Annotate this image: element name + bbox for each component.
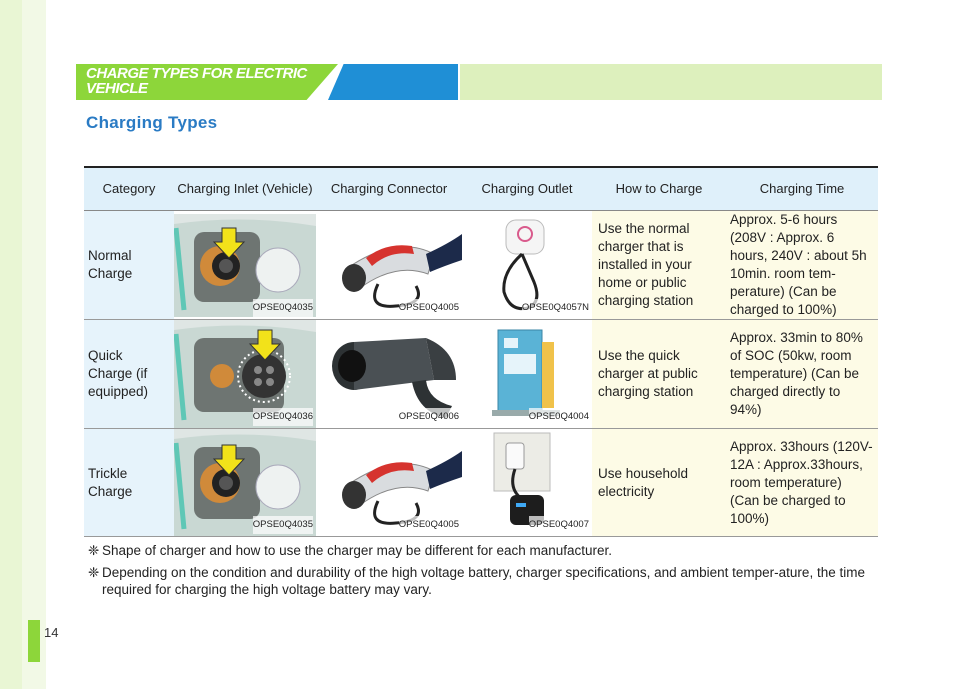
chapter-banner: [76, 64, 882, 100]
left-margin-band-light: [22, 0, 46, 689]
image-code: OPSE0Q4007: [529, 516, 589, 534]
image-code: OPSE0Q4035: [253, 516, 313, 534]
image-code: OPSE0Q4006: [399, 408, 459, 426]
header-connector: Charging Connector: [316, 167, 462, 211]
charging-types-table: [84, 166, 878, 537]
charging-time-cell: Approx. 5-6 hours (208V : Approx. 6 hours, 240V : about 5h 10min. room tem-perature) (Can be charged to 100%): [726, 211, 878, 320]
note-item: [88, 542, 884, 559]
note-item: [88, 564, 884, 598]
header-category: Category: [84, 167, 174, 211]
how-to-charge-cell: Use the quick charger at public charging station: [592, 320, 726, 429]
image-code: OPSE0Q4057N: [522, 299, 589, 317]
connector-image-cell: [316, 429, 462, 537]
header-inlet: Charging Inlet (Vehicle): [174, 167, 316, 211]
category-cell: Normal Charge: [84, 211, 174, 320]
outlet-image-cell: [462, 320, 592, 429]
table-header-row: [84, 167, 878, 211]
category-cell: Trickle Charge: [84, 429, 174, 537]
image-code: OPSE0Q4035: [253, 299, 313, 317]
inlet-image-cell: [174, 429, 316, 537]
connector-image-cell: [316, 320, 462, 429]
notes: [88, 542, 884, 603]
note-mark: ❈: [88, 565, 100, 580]
category-cell: Quick Charge (if equipped): [84, 320, 174, 429]
table-row: [84, 320, 878, 429]
outlet-image-cell: [462, 429, 592, 537]
image-code: OPSE0Q4004: [529, 408, 589, 426]
table-row: [84, 429, 878, 537]
table-row: [84, 211, 878, 320]
charging-time-cell: Approx. 33min to 80% of SOC (50kw, room temperature) (Can be charged directly to 94%): [726, 320, 878, 429]
note-mark: ❈: [88, 543, 100, 558]
page-number: 14: [44, 625, 59, 640]
inlet-image-cell: [174, 211, 316, 320]
inlet-image-cell: [174, 320, 316, 429]
header-outlet: Charging Outlet: [462, 167, 592, 211]
image-code: OPSE0Q4005: [399, 299, 459, 317]
note-text: Shape of charger and how to use the charger may be different for each manufacturer.: [102, 543, 613, 558]
outlet-image-cell: [462, 211, 592, 320]
how-to-charge-cell: Use household electricity: [592, 429, 726, 537]
image-code: OPSE0Q4005: [399, 516, 459, 534]
header-time: Charging Time: [726, 167, 878, 211]
page-number-accent: [28, 620, 40, 662]
left-margin-band: [0, 0, 22, 689]
header-how: How to Charge: [592, 167, 726, 211]
banner-title: CHARGE TYPES FOR ELECTRIC VEHICLE: [86, 65, 307, 97]
note-text: Depending on the condition and durability of the high voltage battery, charger specifications, and ambient temper-ature, the time required for charging the high voltage battery may vary.: [102, 565, 865, 597]
connector-image-cell: [316, 211, 462, 320]
charging-time-cell: Approx. 33hours (120V-12A : Approx.33hours, room temperature) (Can be charged to 100%): [726, 429, 878, 537]
how-to-charge-cell: Use the normal charger that is installed in your home or public charging station: [592, 211, 726, 320]
section-title: Charging Types: [86, 113, 218, 132]
image-code: OPSE0Q4036: [253, 408, 313, 426]
